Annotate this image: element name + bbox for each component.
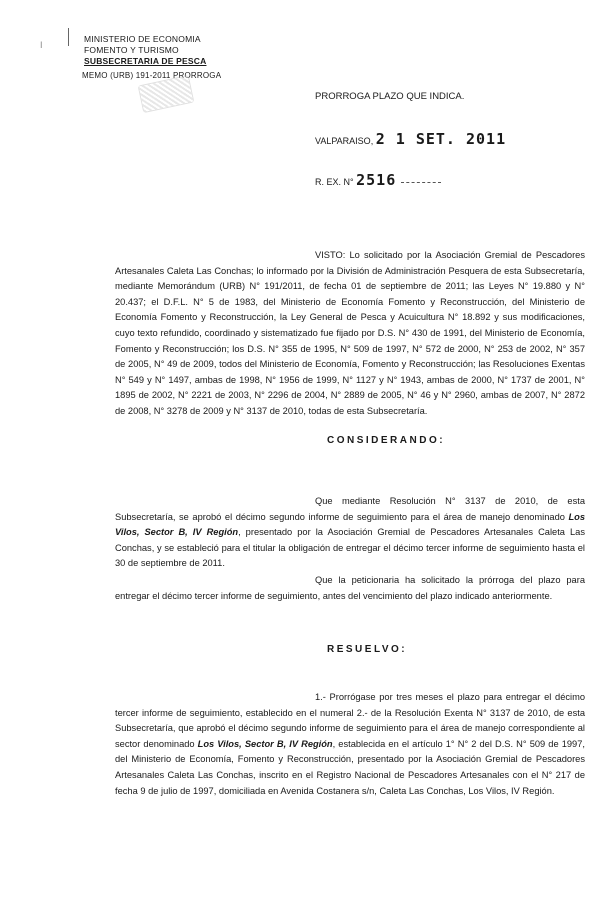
resolution-number-value: 2516 (356, 171, 397, 189)
resuelvo-1-area: Los Vilos, Sector B, IV Región (197, 738, 333, 749)
considerando-2 (115, 573, 585, 604)
header-subsecretaria: SUBSECRETARIA DE PESCA (84, 56, 207, 66)
considerando-1-text-b: , presentado por la Asociación Gremial de Pescadores Artesanales Caleta Las Conchas, y se estableció para el titular la obligación de entregar el décimo tercer informe de seguimiento hasta el 30 de septiembre de 2011. (115, 527, 585, 569)
visto-lead: VISTO: (315, 250, 346, 260)
resolution-label: R. EX. N° (315, 177, 354, 187)
document-subject: PRORROGA PLAZO QUE INDICA. (315, 91, 465, 102)
resuelvo-1-text-a: 1.- Prorrógase por tres meses el plazo para entregar el décimo tercer informe de seguimiento, establecido en el numeral 2.- de la Resolución Exenta N° 3137 de 2010, de esta Subsecretaría, que aprobó el décimo segundo informe de seguimiento para el área de manejo correspondiente al sector denominado (115, 692, 585, 749)
considerando-heading: CONSIDERANDO: (327, 435, 446, 446)
visto-text: Lo solicitado por la Asociación Gremial de Pescadores Artesanales Caleta Las Conchas; lo informado por la División de Administración Pesquera de esta Subsecretaría, mediante Memorándum (URB) N° 191/2011, de fecha 01 de septiembre de 2011; las Leyes N° 19.880 y N° 20.437; el D.F.L. N° 5 de 1983, del Ministerio de Economía Fomento y Reconstrucción, del Ministerio de Economía Fomento y Reconstrucción, la Ley General de Pesca y Acuicultura N° 18.892 y sus modificaciones, cuyo texto refundido, coordinado y sistematizado fue fijado por D.S. N° 430 de 1991, del Ministerio de Economía, Fomento y Reconstrucción; los D.S. N° 355 de 1995, N° 509 de 1997, N° 572 de 2000, N° 253 de 2002, N° 357 de 2005, N° 49 de 2009, todos del Ministerio de Economía, Fomento y Reconstrucción; las Resoluciones Exentas N° 549 y N° 1497, ambas de 1998, N° 1956 de 1999, N° 1127 y N° 1943, ambas de 2000, N° 1737 de 2001, N° 1895 de 2002, N° 2221 de 2003, N° 2296 de 2004, N° 2889 de 2005, N° 46 y N° 2960, ambas de 2007, N° 2872 de 2008, N° 3278 de 2009 y N° 3137 de 2010, todas de esta Subsecretaría. (115, 250, 585, 416)
place-date (315, 130, 506, 148)
place: VALPARAISO, (315, 136, 374, 146)
resuelvo-1 (115, 690, 585, 799)
visto-paragraph (115, 248, 585, 420)
resuelvo-heading: RESUELVO: (327, 644, 408, 655)
header-ministry: MINISTERIO DE ECONOMIA (84, 34, 201, 44)
considerando-1-text-a: Que mediante Resolución N° 3137 de 2010, de esta Subsecretaría, se aprobó el décimo segundo informe de seguimiento para el área de manejo denominado (115, 496, 585, 522)
resuelvo-1-text-b: , establecida en el artículo 1° N° 2 del D.S. N° 509 de 1997, del Ministerio de Economía, Fomento y Reconstrucción, presentado por la Asociación Gremial de Pescadores Artesanales Caleta Las Conchas, inscrito en el Registro Nacional de Pescadores Artesanales con el N° 217 de fecha 9 de julio de 1997, domiciliada en Avenida Costanera s/n, Caleta Las Conchas, Los Vilos, IV Región. (115, 738, 585, 796)
header-ministry-sub: FOMENTO Y TURISMO (84, 45, 179, 55)
resolution-number (315, 171, 441, 189)
date: 2 1 SET. 2011 (375, 130, 507, 148)
considerando-2-text: Que la peticionaria ha solicitado la prórroga del plazo para entregar el décimo tercer informe de seguimiento, antes del vencimiento del plazo indicado anteriormente. (115, 575, 585, 601)
considerando-1 (115, 494, 585, 572)
signature-line (401, 182, 441, 183)
margin-mark: I (40, 40, 43, 50)
header-memo-ref: MEMO (URB) 191-2011 PRORROGA (82, 71, 222, 80)
margin-tick (68, 28, 69, 46)
considerando-1-area: Los Vilos, Sector B, IV Región (115, 511, 585, 538)
